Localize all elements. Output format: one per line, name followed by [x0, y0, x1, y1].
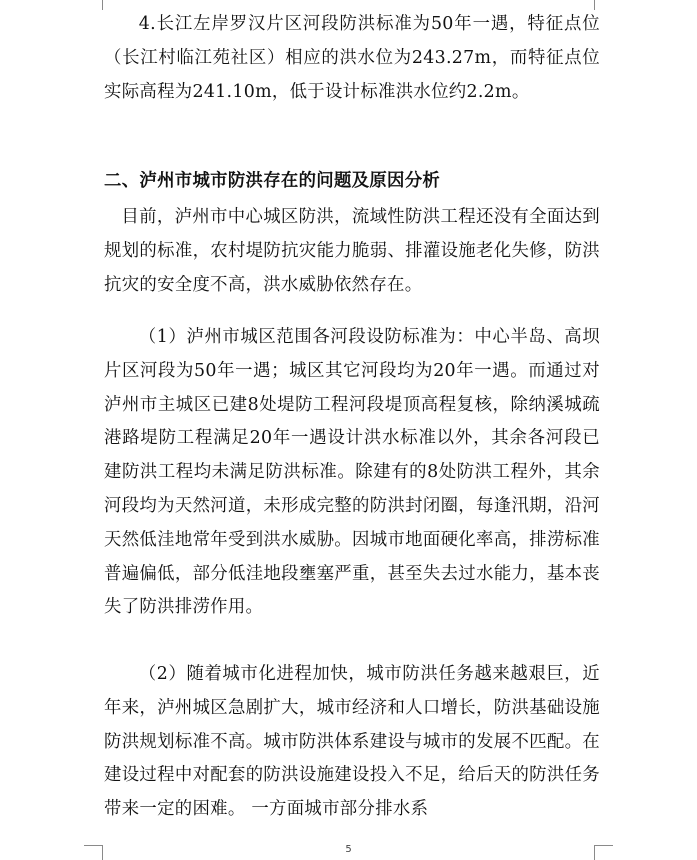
- paragraph-point-1: （1）泸州市城区范围各河段设防标准为：中心半岛、高坝片区河段为50年一遇；城区其它河段均为20年一遇。而通过对泸州市主城区已建8处堤防工程河段堤顶高程复核，除纳溪城疏港路堤防工程满足20年一遇设计洪水标准以外，其余各河段已建防洪工程均未满足防洪标准。除建有的8处防洪工程外，其余河段均为天然河道，未形成完整的防洪封闭圈，每逢汛期，沿河天然低洼地常年受到洪水威胁。因城市地面硬化率高，排涝标准普遍偏低，部分低洼地段壅塞严重，甚至失去过水能力，基本丧失了防洪排涝作用。: [104, 327, 600, 618]
- paragraph-flood-standard-luohan: 4.长江左岸罗汉片区河段防洪标准为50年一遇，特征点位（长江村临江苑社区）相应的洪水位为243.27m，而特征点位实际高程为241.10m，低于设计标准洪水位约2.2m。: [104, 14, 600, 102]
- section-heading: 二、泸州市城市防洪存在的问题及原因分析: [104, 171, 441, 191]
- crop-mark-top-left: [84, 0, 103, 10]
- page-number: 5: [345, 844, 352, 855]
- paragraph-point-2: （2）随着城市化进程加快，城市防洪任务越来越艰巨，近年来，泸州城区急剧扩大，城市经济和人口增长，防洪基础设施防洪规划标准不高。城市防洪体系建设与城市的发展不匹配。在建设过程中对配套的防洪设施建设投入不足，给后天的防洪任务带来一定的困难。 一方面城市部分排水系: [104, 664, 600, 820]
- paragraph-current-situation: 目前，泸州市中心城区防洪，流域性防洪工程还没有全面达到规划的标准，农村堤防抗灾能力脆弱、排灌设施老化失修，防洪抗灾的安全度不高，洪水威胁依然存在。: [104, 207, 600, 295]
